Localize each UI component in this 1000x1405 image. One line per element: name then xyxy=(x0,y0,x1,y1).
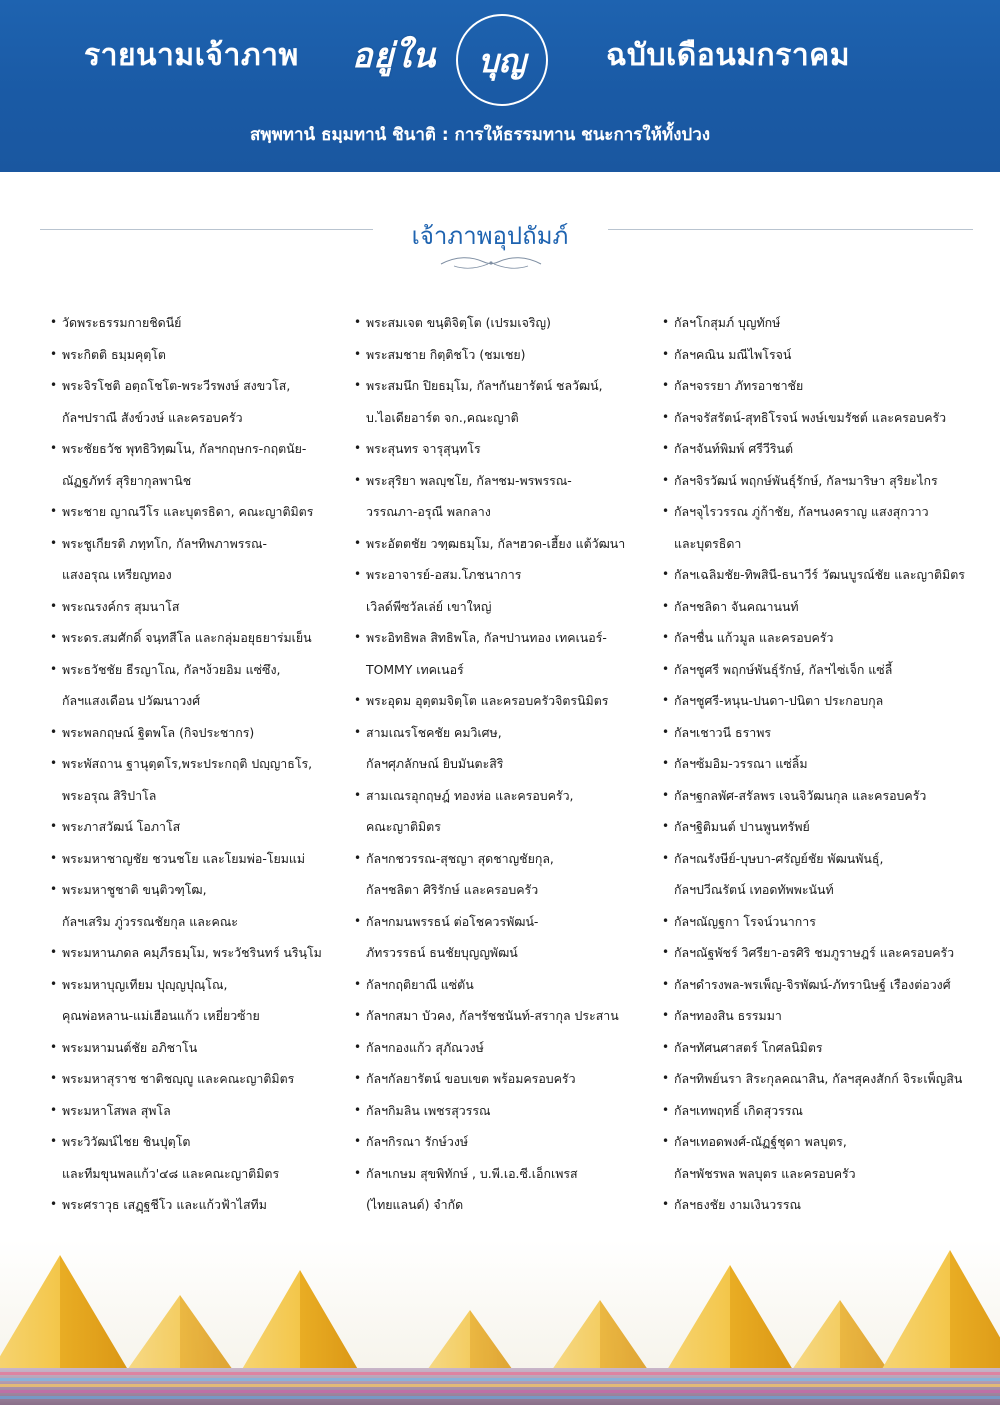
bullet-icon: • xyxy=(662,441,670,455)
bullet-icon: • xyxy=(50,1197,58,1211)
donor-entry xyxy=(48,717,348,749)
donor-name-line: พระมหามนต์ชัย อภิชาโน xyxy=(62,1039,198,1055)
donor-entry xyxy=(352,1126,657,1158)
donor-entry xyxy=(48,654,348,717)
donor-entry xyxy=(48,1032,348,1064)
donor-entry xyxy=(660,906,960,938)
bullet-icon: • xyxy=(662,661,670,676)
donor-entry xyxy=(352,1158,657,1221)
donor-name-line: วรรณภา-อรุณี พลกลาง xyxy=(366,504,491,519)
donor-entry xyxy=(48,528,348,591)
donor-entry xyxy=(48,1126,348,1189)
donor-entry xyxy=(660,748,960,780)
donor-name-line: คณะญาติมิตร xyxy=(366,819,441,834)
donor-name-line: กัลฯปวีณรัตน์ เทอดทัพพะนันท์ xyxy=(674,882,834,897)
donor-name-line: กัลฯชูศรี พฤกษ์พันธุ์รักษ์, กัลฯไซ่เจ็ก แซ่ลี้ xyxy=(674,661,893,677)
donor-name-line: คุณพ่อหลาน-แม่เฮือนแก้ว เหยี่ยวซ้าย xyxy=(62,1008,260,1023)
donor-name-line: กัลฯเสริม ภู่วรรณชัยกุล และคณะ xyxy=(62,913,238,929)
bullet-icon: • xyxy=(662,819,670,833)
bullet-icon: • xyxy=(354,1071,362,1085)
donor-name-line: แสงอรุณ เหรียญทอง xyxy=(62,567,172,582)
donor-entry xyxy=(48,1189,348,1221)
donor-entry xyxy=(660,780,960,812)
bullet-icon: • xyxy=(662,787,670,802)
bullet-icon: • xyxy=(354,1039,362,1054)
bullet-icon: • xyxy=(662,346,670,361)
donor-entry xyxy=(48,843,348,875)
donor-name-line: กัลฯพัชรพล พลบุตร และครอบครัว xyxy=(674,1165,856,1181)
donor-name-line: กัลฯทิพย์นรา สิระกุลคณาสิน, กัลฯสุคงสักก์ จิระเพ็ญสิน xyxy=(674,1071,963,1086)
donor-entry xyxy=(352,433,657,465)
donor-entry xyxy=(660,591,960,623)
donor-name-line: พระสุริยา พลญฺชโย, กัลฯชม-พรพรรณ- xyxy=(366,472,572,488)
donor-entry xyxy=(660,969,960,1001)
donor-name-line: กัลฯจรัสรัตน์-สุทธิโรจน์ พงษ์เขมรัชต์ และครอบครัว xyxy=(674,409,947,425)
logo-circle xyxy=(456,14,548,106)
donor-name-line: กัลฯเกษม สุขพิทักษ์ , บ.พี.เอ.ซี.เอ็กเพรส xyxy=(366,1165,578,1181)
bullet-icon: • xyxy=(662,1071,670,1085)
bullet-icon: • xyxy=(662,504,670,518)
section-title: เจ้าภาพอุปถัมภ์ xyxy=(411,222,569,250)
donor-name-line: กัลฯฐกลพัศ-สรัลพร เจนจิวัฒนกุล และครอบครัว xyxy=(674,787,927,803)
bullet-icon: • xyxy=(50,441,58,455)
bullet-icon: • xyxy=(50,504,58,518)
bullet-icon: • xyxy=(354,1008,362,1022)
donor-entry xyxy=(660,402,960,434)
logo-word: อยู่ใน xyxy=(352,36,437,76)
donor-name-line: กัลฯซ้มอิม-วรรณา แซ่ลิ้ม xyxy=(674,756,808,771)
bullet-icon: • xyxy=(50,724,58,739)
donor-entry xyxy=(352,465,657,528)
bullet-icon: • xyxy=(354,472,362,487)
donor-entry xyxy=(352,1095,657,1127)
bullet-icon: • xyxy=(662,1197,670,1211)
donor-name-line: กัลฯกฤติยาณี แซ่ตัน xyxy=(366,976,474,992)
donor-name-line: กัลฯจรรยา ภัทรอาชาชัย xyxy=(674,378,804,393)
donor-name-line: พระอัตตชัย วฑฺฒธมฺโม, กัลฯฮวด-เฮี้ยง แต้วัฒนา xyxy=(366,535,626,551)
donor-name-line: กัลฯธงชัย งามเงินวรรณ xyxy=(674,1197,801,1212)
donor-name-line: กัลฯจิรวัฒน์ พฤกษ์พันธุ์รักษ์, กัลฯมาริษา สุริยะไกร xyxy=(674,472,938,488)
donor-entry xyxy=(352,307,657,339)
donor-name-line: พระธวัชชัย ธีรญาโณ, กัลฯง้วยอิม แซ่ซึง, xyxy=(62,661,281,677)
donor-entry xyxy=(660,307,960,339)
donor-entry xyxy=(352,717,657,780)
donor-name-line: วัดพระธรรมกายชิดนีย์ xyxy=(62,315,182,330)
donor-entry xyxy=(660,1000,960,1032)
bullet-icon: • xyxy=(662,630,670,644)
donor-name-line: สามเณรอุกฤษฎ์ ทองห่อ และครอบครัว, xyxy=(366,787,574,803)
donor-name-line: กัลฯชูศรี-หนุน-ปนดา-ปนิตา ประกอบกุล xyxy=(674,693,884,708)
donor-entry xyxy=(660,339,960,371)
donor-name-line: พระอรุณ สิริปาโล xyxy=(62,787,157,803)
bullet-icon: • xyxy=(662,409,670,424)
donor-entry xyxy=(48,1095,348,1127)
donor-name-line: พระสุนทร จารุสุนฺทโร xyxy=(366,441,481,456)
bullet-icon: • xyxy=(662,598,670,613)
donor-name-line: กัลฯชลิดา จันคณานนท์ xyxy=(674,598,799,614)
bullet-icon: • xyxy=(354,1165,362,1180)
bullet-icon: • xyxy=(662,913,670,928)
donor-name-line: (ไทยแลนด์) จำกัด xyxy=(366,1197,464,1212)
donor-entry xyxy=(660,559,965,591)
bullet-icon: • xyxy=(50,756,58,770)
bullet-icon: • xyxy=(354,1102,362,1117)
donor-entry xyxy=(660,433,960,465)
bullet-icon: • xyxy=(662,472,670,487)
donor-entry xyxy=(352,843,657,906)
donor-entry xyxy=(660,1032,960,1064)
donor-entry xyxy=(48,811,348,843)
bullet-icon: • xyxy=(354,850,362,865)
bullet-icon: • xyxy=(50,819,58,833)
donor-name-line: กัลฯจุไรวรรณ ภู่ก้าชัย, กัลฯนงคราญ แสงสุกวาว xyxy=(674,504,929,519)
donor-entry xyxy=(660,1095,960,1127)
bullet-icon: • xyxy=(354,976,362,991)
donor-name-line: กัลฯเทพฤทธิ์ เกิดสุวรรณ xyxy=(674,1102,803,1118)
bullet-icon: • xyxy=(50,850,58,865)
donor-entry xyxy=(352,528,657,560)
bullet-icon: • xyxy=(354,378,362,392)
bullet-icon: • xyxy=(662,1134,670,1148)
donor-name-line: กัลฯชื่น แก้วมูล และครอบครัว xyxy=(674,630,834,645)
bullet-icon: • xyxy=(50,976,58,991)
donor-name-line: กัลฯฐิติมนต์ ปานพูนทรัพย์ xyxy=(674,819,810,834)
donor-entry xyxy=(48,748,348,811)
donor-name-line: พระดร.สมศักดิ์ จนฺทสีโล และกลุ่มอยุธยาร่มเย็น xyxy=(62,630,312,645)
donor-entry xyxy=(660,622,960,654)
bullet-icon: • xyxy=(662,315,670,329)
donor-entry xyxy=(660,843,960,906)
donor-name-line: TOMMY เทคเนอร์ xyxy=(366,661,464,677)
header-subtitle: สพฺพทานํ ธมฺมทานํ ชินาติ : การให้ธรรมทาน ชนะการให้ทั้งปวง xyxy=(250,125,711,145)
donor-entry xyxy=(352,559,657,622)
donor-name-line: กัลฯเชาวนี ธราพร xyxy=(674,724,772,740)
donor-entry xyxy=(660,717,960,749)
donor-name-line: บ.ไอเดียอาร์ต จก.,คณะญาติ xyxy=(366,409,519,425)
donor-entry xyxy=(352,622,657,685)
bullet-icon: • xyxy=(662,724,670,739)
donor-entry xyxy=(660,1063,963,1095)
bullet-icon: • xyxy=(50,661,58,676)
donor-name-line: พระชัยธวัช พุทธิวิทฺฒโน, กัลฯกฤษกร-กฤตนัย- xyxy=(62,441,307,456)
bullet-icon: • xyxy=(50,535,58,550)
bullet-icon: • xyxy=(50,630,58,644)
bullet-icon: • xyxy=(50,1039,58,1054)
donor-name-line: และทีมขุนพลแก้ว'๔๘ และคณะญาติมิตร xyxy=(62,1165,280,1181)
bullet-icon: • xyxy=(50,378,58,392)
donor-name-line: กัลฯณรังษีย์-บุษบา-ศรัญย์ชัย พัฒนพันธุ์, xyxy=(674,850,884,866)
bullet-icon: • xyxy=(50,1071,58,1085)
donor-entry xyxy=(660,937,960,969)
header-title-donors: รายนามเจ้าภาพ xyxy=(84,38,299,73)
donor-name-line: พระณรงค์กร สุมนาโส xyxy=(62,598,180,614)
donor-name-line: กัลฯแสงเดือน ปวัฒนาวงศ์ xyxy=(62,693,201,708)
donor-entry xyxy=(352,1063,657,1095)
donor-name-line: กัลฯทองสิน ธรรมมา xyxy=(674,1008,782,1023)
bullet-icon: • xyxy=(662,1039,670,1054)
bullet-icon: • xyxy=(354,630,362,644)
donor-entry xyxy=(660,370,960,402)
donor-entry xyxy=(48,370,348,433)
donor-name-line: กัลฯจันท์พิมพ์ ศรีวีรินต์ xyxy=(674,441,794,456)
donor-entry xyxy=(48,307,348,339)
donor-entry xyxy=(660,1189,960,1221)
donor-entry xyxy=(660,811,960,843)
donor-entry xyxy=(352,969,657,1001)
bullet-icon: • xyxy=(354,1134,362,1148)
bullet-icon: • xyxy=(50,1102,58,1117)
donor-name-line: กัลฯเฉลิมชัย-ทิพสินี-ธนาวีร์ วัฒนบูรณ์ชัย และญาติมิตร xyxy=(674,567,965,582)
donor-name-line: พระชูเกียรติ ภทฺทโก, กัลฯทิพภาพรรณ- xyxy=(62,535,268,551)
donor-name-line: พระมหาสุราช ชาติชญฺญู และคณะญาติมิตร xyxy=(62,1071,295,1086)
divider-right xyxy=(608,229,973,230)
bullet-icon: • xyxy=(354,693,362,707)
donor-entry xyxy=(352,339,657,371)
bullet-icon: • xyxy=(662,378,670,392)
header-banner xyxy=(0,0,1000,172)
donor-name-line: พระสมชาย กิตฺติชโว (ชมเชย) xyxy=(366,346,526,362)
bullet-icon: • xyxy=(662,567,670,581)
donor-entry xyxy=(48,969,348,1032)
donor-entry xyxy=(352,685,657,717)
bullet-icon: • xyxy=(354,724,362,739)
bullet-icon: • xyxy=(50,346,58,361)
bullet-icon: • xyxy=(354,346,362,361)
donor-name-line: พระมหานภดล คมฺภีรธมฺโม, พระวัชรินทร์ นรินฺโม xyxy=(62,945,322,960)
bullet-icon: • xyxy=(354,535,362,550)
donor-name-line: พระมหาบุญเทียม ปุญฺญปุณฺโณ, xyxy=(62,976,228,992)
donor-entry xyxy=(352,370,657,433)
donor-name-line: กัลฯศุภลักษณ์ ยิบมันตะสิริ xyxy=(366,756,504,771)
donor-name-line: กัลฯกิมลิน เพชรสุวรรณ xyxy=(366,1102,491,1118)
donor-entry xyxy=(660,1126,960,1189)
bullet-icon: • xyxy=(354,913,362,928)
logo-circle-text: บุญ xyxy=(478,42,526,80)
donor-entry xyxy=(48,591,348,623)
bullet-icon: • xyxy=(354,567,362,581)
donor-entry xyxy=(352,1032,657,1064)
donor-entry xyxy=(352,906,657,969)
donor-entry xyxy=(48,1063,348,1095)
donor-entry xyxy=(660,654,960,686)
bullet-icon: • xyxy=(50,315,58,329)
donor-name-line: กัลฯกชวรรณ-สุชญา สุดชาญชัยกุล, xyxy=(366,850,554,866)
donor-name-line: กัลฯกัลยารัตน์ ขอบเขต พร้อมครอบครัว xyxy=(366,1071,576,1086)
donor-name-line: พระมหาชูชาติ ขนฺติวฑฺโฒ, xyxy=(62,882,207,897)
donor-entry xyxy=(48,622,348,654)
donor-name-line: กัลฯปราณี สังข์วงษ์ และครอบครัว xyxy=(62,409,243,425)
donor-name-line: พระพัสถาน ฐานุตฺตโร,พระประกฤติ ปญฺญาธโร, xyxy=(62,756,313,771)
donor-name-line: พระสมนึก ปิยธมฺโม, กัลฯกันยารัตน์ ชลวัฒน์, xyxy=(366,378,603,393)
donor-entry xyxy=(352,1000,657,1032)
donor-entry xyxy=(48,937,348,969)
donor-name-line: พระพลกฤษณ์ ฐิตพโล (กิจประชากร) xyxy=(62,724,255,740)
donor-name-line: พระสมเจต ขนฺติจิตฺโต (เปรมเจริญ) xyxy=(366,315,551,330)
donor-name-line: กัลฯกสมา บัวคง, กัลฯรัชชนันท์-สรากุล ประสาน xyxy=(366,1008,619,1023)
donor-name-line: กัลฯเทอดพงศ์-ณัฏฐ์ชุดา พลบุตร, xyxy=(674,1134,847,1149)
donor-name-line: กัลฯกิรณา รักษ์วงษ์ xyxy=(366,1134,469,1149)
donor-name-line: กัลฯณัฐพัชร์ วิศรียา-อรศิริ ชมภูราษฎร์ และครอบครัว xyxy=(674,945,955,960)
bullet-icon: • xyxy=(662,850,670,865)
donor-entry xyxy=(48,496,348,528)
magazine-logo xyxy=(352,10,552,110)
donor-name-line: พระกิตติ ธมฺมคุตฺโต xyxy=(62,346,166,362)
donor-name-line: กัลฯชลิตา ศิริรักษ์ และครอบครัว xyxy=(366,882,539,897)
donor-name-line: ภัทรวรรธน์ ธนชัยบุญญพัฒน์ xyxy=(366,945,518,960)
donor-name-line: กัลฯกมนพรรธน์ ต่อโชควรพัฒน์- xyxy=(366,913,539,929)
donor-name-line: พระอุดม อุตฺตมจิตฺโต และครอบครัวจิตรนิมิตร xyxy=(366,693,609,708)
divider-left xyxy=(40,229,373,230)
donor-name-line: กัลฯดำรงพล-พรเพ็ญ-จิรพัฒน์-ภัทรานิษฐ์ เรืองต่อวงศ์ xyxy=(674,976,951,992)
bullet-icon: • xyxy=(354,441,362,455)
bullet-icon: • xyxy=(662,756,670,770)
bullet-icon: • xyxy=(50,882,58,896)
donor-name-line: กัลฯทัศนศาสตร์ โกศลนิมิตร xyxy=(674,1039,823,1055)
donor-entry xyxy=(48,339,348,371)
bullet-icon: • xyxy=(354,787,362,802)
bullet-icon: • xyxy=(662,945,670,959)
bullet-icon: • xyxy=(662,1102,670,1117)
donor-name-line: พระอาจารย์-อสม.โภชนาการ xyxy=(366,567,522,582)
bullet-icon: • xyxy=(662,976,670,991)
donor-name-line: พระมหาชาญชัย ชวนชโย และโยมพ่อ-โยมแม่ xyxy=(62,850,306,866)
bullet-icon: • xyxy=(50,945,58,959)
donor-name-line: พระภาสวัฒน์ โอภาโส xyxy=(62,819,181,834)
donor-name-line: พระวิวัฒน์ไชย ชินปุตฺโต xyxy=(62,1134,191,1149)
donor-entry xyxy=(352,780,657,843)
bullet-icon: • xyxy=(50,1134,58,1148)
bullet-icon: • xyxy=(50,598,58,613)
donor-entry xyxy=(660,496,960,559)
donor-entry xyxy=(660,465,960,497)
donor-column-3 xyxy=(660,307,965,1221)
donor-name-line: ณัฏฐภัทร์ สุริยากุลพานิช xyxy=(62,472,192,488)
donor-name-line: กัลฯคณิน มณีไพโรจน์ xyxy=(674,346,792,362)
donor-name-line: พระมหาโสพล สุพโล xyxy=(62,1102,171,1118)
donor-entry xyxy=(48,433,348,496)
bullet-icon: • xyxy=(354,315,362,329)
bullet-icon: • xyxy=(662,1008,670,1022)
footer-pyramids-illustration xyxy=(0,1240,1000,1405)
donor-name-line: เวิลด์พีซวัลเล่ย์ เขาใหญ่ xyxy=(366,598,492,614)
donor-name-line: สามเณรโชคชัย คมวิเศษ, xyxy=(366,724,502,740)
donor-name-line: กัลฯโกสุมภ์ บุญทักษ์ xyxy=(674,315,781,330)
donor-name-line: กัลฯกองแก้ว สุภัณวงษ์ xyxy=(366,1039,484,1055)
donor-name-line: พระอิทธิพล สิทธิพโล, กัลฯปานทอง เทคเนอร์- xyxy=(366,630,607,645)
donor-entry xyxy=(48,874,348,937)
flourish-ornament xyxy=(436,252,546,272)
bullet-icon: • xyxy=(662,693,670,707)
donor-name-line: พระจิรโชติ อตฺถโชโต-พระวีรพงษ์ สงขวโส, xyxy=(62,378,291,393)
donor-name-line: พระศราวุธ เสฏฺฐชีโว และแก้วฟ้าไสทีม xyxy=(62,1197,267,1212)
donor-name-line: และบุตรธิดา xyxy=(674,535,742,551)
donor-entry xyxy=(660,685,960,717)
donor-column-2 xyxy=(352,307,657,1221)
donor-column-1 xyxy=(48,307,348,1221)
header-title-issue: ฉบับเดือนมกราคม xyxy=(606,38,851,73)
donor-name-line: กัลฯณัญฐกา โรจน์วนาการ xyxy=(674,913,816,929)
donor-name-line: พระชาย ญาณวีโร และบุตรธิดา, คณะญาติมิตร xyxy=(62,504,314,519)
